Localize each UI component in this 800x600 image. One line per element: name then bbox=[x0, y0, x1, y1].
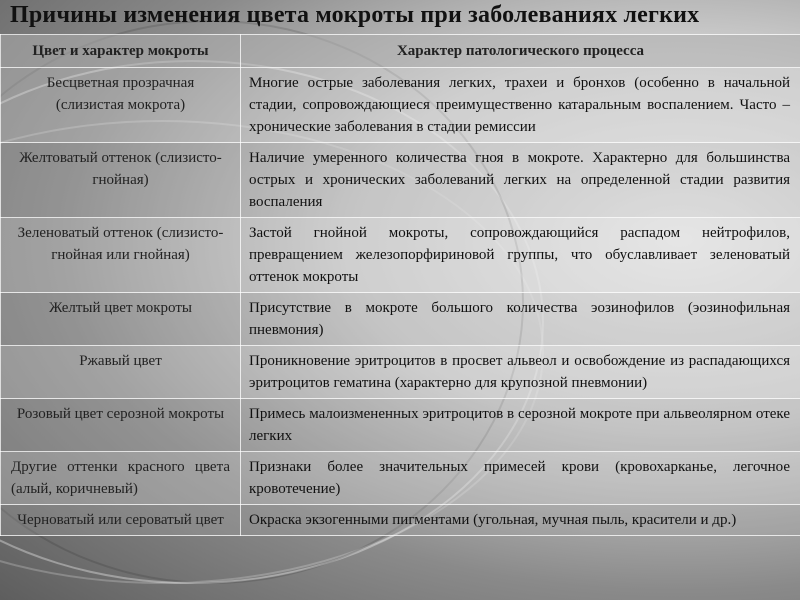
cell-pathological-process: Присутствие в мокроте большого количества эозинофилов (эозинофильная пневмония) bbox=[241, 293, 800, 346]
page-title: Причины изменения цвета мокроты при заболеваниях легких bbox=[10, 2, 700, 28]
cell-sputum-color: Бесцветная прозрачная (слизистая мокрота) bbox=[1, 68, 241, 143]
cell-sputum-color: Желтый цвет мокроты bbox=[1, 293, 241, 346]
cell-pathological-process: Окраска экзогенными пигментами (угольная, мучная пыль, красители и др.) bbox=[241, 505, 800, 536]
cell-sputum-color: Другие оттенки красного цвета (алый, коричневый) bbox=[1, 452, 241, 505]
cell-pathological-process: Многие острые заболевания легких, трахеи и бронхов (особенно в начальной стадии, сопровождающиеся преимущественно катаральным воспалением. Часто – хронические заболевания в стадии ремиссии bbox=[241, 68, 800, 143]
cell-sputum-color: Ржавый цвет bbox=[1, 346, 241, 399]
table-row bbox=[1, 293, 800, 346]
cell-sputum-color: Черноватый или сероватый цвет bbox=[1, 505, 241, 536]
cell-pathological-process: Застой гнойной мокроты, сопровождающийся распадом нейтрофилов, превращением железопорфириновой группы, что обуславливает зеленоватый оттенок мокроты bbox=[241, 218, 800, 293]
table-row bbox=[1, 505, 800, 536]
table-row bbox=[1, 143, 800, 218]
table-row bbox=[1, 68, 800, 143]
cell-sputum-color: Розовый цвет серозной мокроты bbox=[1, 399, 241, 452]
table-row bbox=[1, 452, 800, 505]
column-header-process: Характер патологического процесса bbox=[241, 35, 800, 68]
cell-pathological-process: Наличие умеренного количества гноя в мокроте. Характерно для большинства острых и хронических заболеваний легких на определенной стадии развития воспаления bbox=[241, 143, 800, 218]
cell-sputum-color: Желтоватый оттенок (слизисто-гнойная) bbox=[1, 143, 241, 218]
cell-pathological-process: Признаки более значительных примесей крови (кровохарканье, легочное кровотечение) bbox=[241, 452, 800, 505]
table-row bbox=[1, 346, 800, 399]
table-header-row bbox=[1, 35, 800, 68]
table-row bbox=[1, 399, 800, 452]
sputum-color-table bbox=[0, 34, 800, 536]
column-header-color: Цвет и характер мокроты bbox=[1, 35, 241, 68]
cell-pathological-process: Примесь малоизмененных эритроцитов в серозной мокроте при альвеолярном отеке легких bbox=[241, 399, 800, 452]
table-row bbox=[1, 218, 800, 293]
cell-pathological-process: Проникновение эритроцитов в просвет альвеол и освобождение из распадающихся эритроцитов гематина (характерно для крупозной пневмонии) bbox=[241, 346, 800, 399]
cell-sputum-color: Зеленоватый оттенок (слизисто-гнойная или гнойная) bbox=[1, 218, 241, 293]
